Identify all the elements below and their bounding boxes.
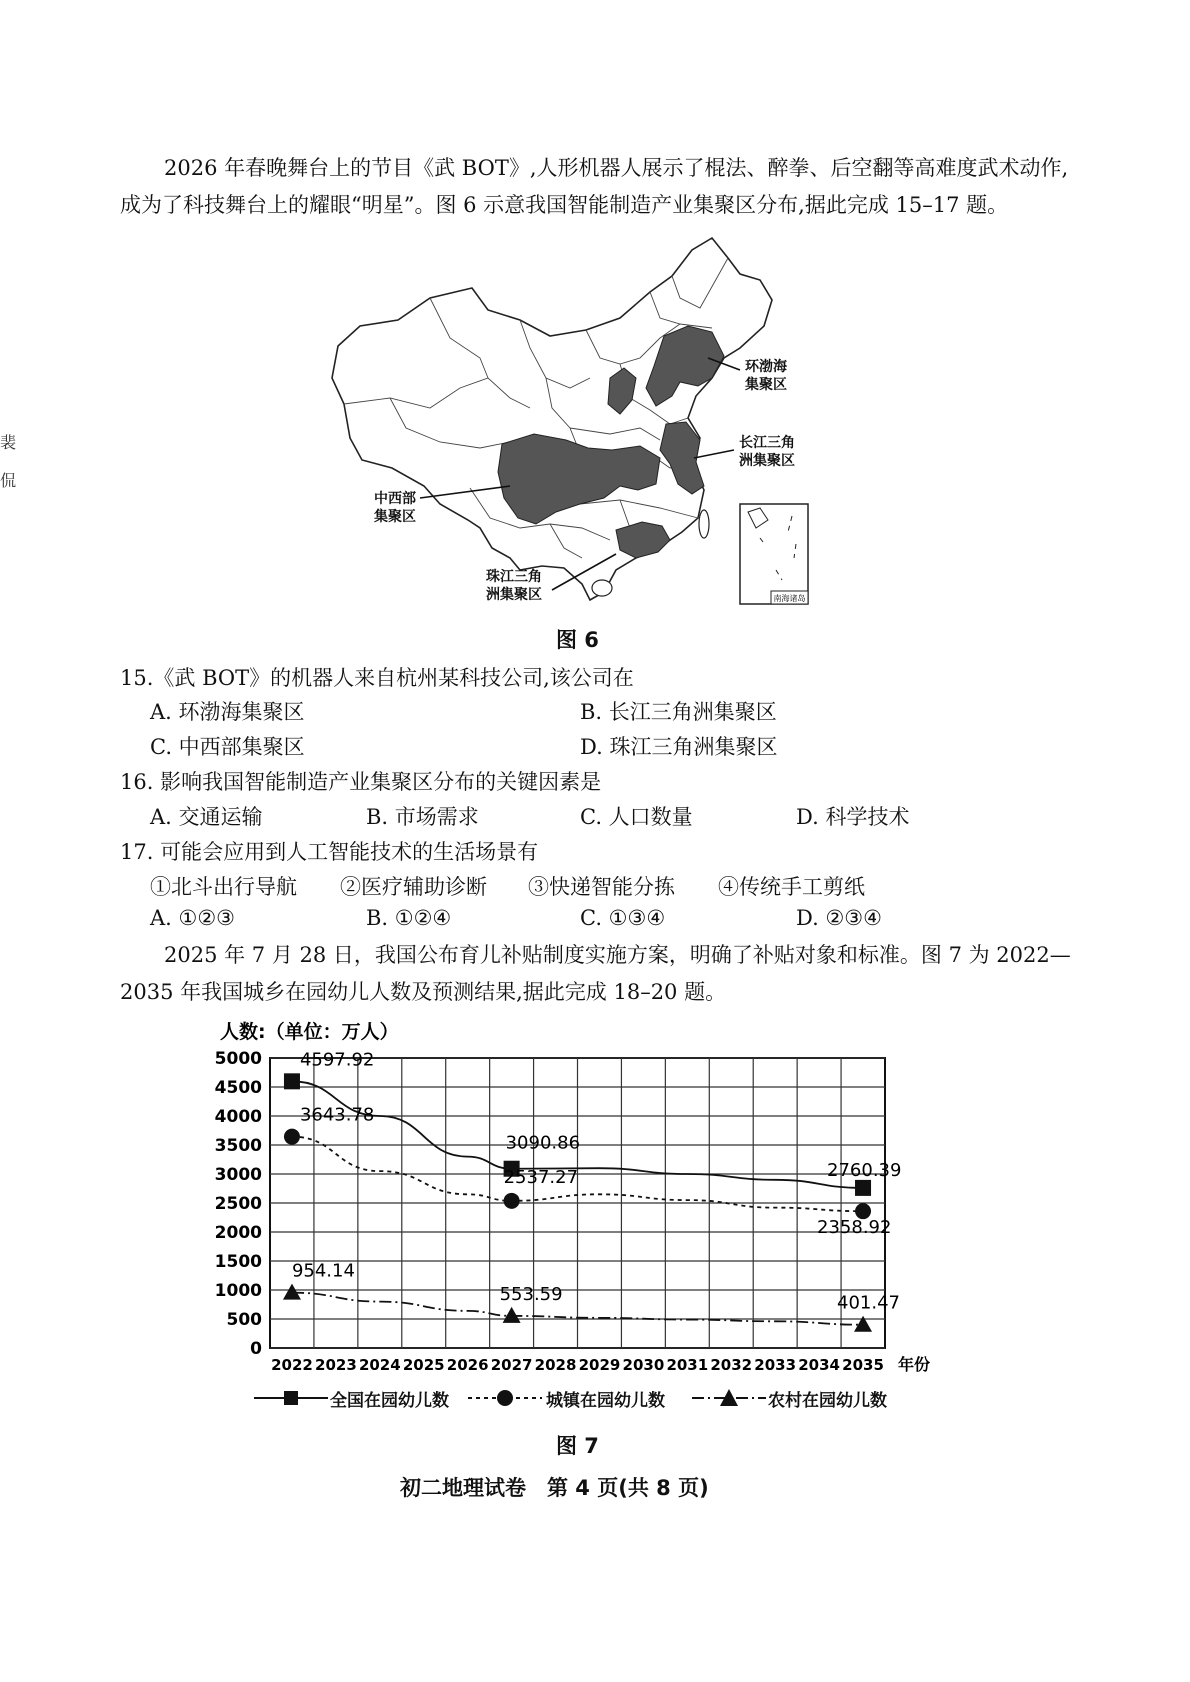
triangle-marker [854,1316,872,1332]
q15-option-b[interactable]: B. 长江三角洲集聚区 [580,700,777,724]
q17-option-c[interactable]: C. ①③④ [580,906,666,930]
x-tick-label: 2035 [842,1356,884,1374]
triangle-marker [283,1284,301,1300]
chart-ylabel: 人数:（单位：万人） [220,1021,399,1043]
china-cluster-map [320,228,840,618]
legend-rural: 农村在园幼儿数 [768,1391,887,1411]
y-tick-label: 4500 [214,1078,262,1098]
y-tick-label: 2000 [214,1223,262,1243]
circle-marker [284,1129,300,1145]
q16-option-d[interactable]: D. 科学技术 [796,805,910,829]
intro-paragraph-2 [120,937,1100,1011]
intro2-line1: 2025 年 7 月 28 日，我国公布育儿补贴制度实施方案，明确了补贴对象和标准。图 7 为 2022— [164,943,1071,967]
pearl-label-line2: 洲集聚区 [486,587,542,603]
map-label-yangtze [739,434,795,470]
intro-paragraph-1 [120,150,1100,224]
edge-mark-1: 裴 [0,433,17,452]
x-tick-label: 2028 [534,1356,577,1374]
y-tick-label: 5000 [214,1049,262,1069]
intro1-line2: 成为了科技舞台上的耀眼“明星”。图 6 示意我国智能制造产业集聚区分布,据此完成 15–17 题。 [120,193,1009,217]
data-label: 3643.78 [299,1104,375,1126]
edge-mark-2: 侃 [0,471,17,490]
map-label-central-west [374,490,416,526]
data-label: 3090.86 [505,1132,581,1154]
q16-option-a[interactable]: A. 交通运输 [150,805,263,829]
kindergarten-enrollment-chart [200,1012,960,1382]
central-west-label-line2: 集聚区 [374,509,416,525]
south-china-sea-inset [740,504,808,604]
question-15-stem: 15.《武 BOT》的机器人来自杭州某科技公司,该公司在 [120,666,634,690]
q16-option-c[interactable]: C. 人口数量 [580,805,693,829]
pearl-label-line1: 珠江三角 [486,569,542,585]
q17-item-1: ①北斗出行导航 [150,875,297,899]
question-17-stem: 17. 可能会应用到人工智能技术的生活场景有 [120,840,539,864]
hainan-island [592,580,612,596]
x-tick-label: 2022 [271,1356,313,1374]
yangtze-label-line1: 长江三角 [739,435,795,451]
x-tick-label: 2023 [315,1356,357,1374]
china-outline [332,238,772,600]
x-tick-label: 2027 [490,1356,533,1374]
chart-xlabel: 年份 [898,1355,931,1374]
square-marker [284,1073,300,1089]
legend-national: 全国在园幼儿数 [330,1391,449,1411]
chart-grid [270,1058,885,1348]
bohai-label-line2: 集聚区 [745,377,787,393]
q17-item-2: ②医疗辅助诊断 [340,875,487,899]
q15-option-a[interactable]: A. 环渤海集聚区 [150,700,305,724]
legend-swatch-national [252,1386,332,1410]
x-tick-label: 2026 [446,1356,489,1374]
chart-yticks [215,1049,262,1359]
bohai-label-line1: 环渤海 [745,359,787,375]
square-marker [855,1180,871,1196]
data-label: 2358.92 [817,1217,892,1239]
q17-item-3: ③快递智能分拣 [528,875,675,899]
x-tick-label: 2034 [798,1356,840,1374]
x-tick-label: 2025 [402,1356,445,1374]
figure-7-caption: 图 7 [556,1434,599,1458]
y-tick-label: 1500 [214,1252,262,1272]
chart-xticks [271,1356,884,1374]
data-label: 954.14 [291,1260,355,1282]
intro2-line2: 2035 年我国城乡在园幼儿人数及预测结果,据此完成 18–20 题。 [120,980,727,1004]
x-tick-label: 2024 [358,1356,401,1374]
q17-item-4: ④传统手工剪纸 [718,875,865,899]
data-label: 2537.27 [503,1166,579,1188]
data-label: 4597.92 [299,1049,375,1071]
question-16-stem: 16. 影响我国智能制造产业集聚区分布的关键因素是 [120,770,602,794]
legend-urban: 城镇在园幼儿数 [546,1391,665,1411]
pearl-cluster [616,522,670,558]
y-tick-label: 1000 [214,1281,262,1301]
taiwan-island [699,510,709,538]
inset-label: 南海诸岛 [773,594,806,603]
data-label: 401.47 [837,1292,901,1314]
x-tick-label: 2030 [622,1356,665,1374]
data-label: 2760.39 [827,1159,902,1181]
legend-swatch-rural [690,1386,770,1410]
central-west-label-line1: 中西部 [374,491,416,507]
x-tick-label: 2031 [666,1356,709,1374]
circle-marker [504,1193,520,1209]
y-tick-label: 3500 [214,1136,262,1156]
legend-swatch-urban [466,1386,546,1410]
page-footer: 初二地理试卷 第 4 页(共 8 页) [400,1476,709,1500]
y-tick-label: 0 [250,1339,262,1359]
yangtze-label-line2: 洲集聚区 [739,453,795,469]
q15-option-d[interactable]: D. 珠江三角洲集聚区 [580,735,778,759]
map-label-bohai [745,358,787,394]
figure-6-caption: 图 6 [556,628,599,652]
map-label-pearl [486,568,542,604]
q17-option-b[interactable]: B. ①②④ [366,906,452,930]
y-tick-label: 500 [226,1310,262,1330]
x-tick-label: 2032 [710,1356,753,1374]
q16-option-b[interactable]: B. 市场需求 [366,805,479,829]
data-label: 553.59 [499,1283,563,1305]
y-tick-label: 2500 [214,1194,262,1214]
y-tick-label: 4000 [214,1107,262,1127]
x-tick-label: 2029 [578,1356,621,1374]
x-tick-label: 2033 [754,1356,797,1374]
q15-option-c[interactable]: C. 中西部集聚区 [150,735,305,759]
q17-option-d[interactable]: D. ②③④ [796,906,882,930]
q17-option-a[interactable]: A. ①②③ [150,906,235,930]
intro1-line1: 2026 年春晚舞台上的节目《武 BOT》,人形机器人展示了棍法、醉拳、后空翻等高难度武术动作, [164,156,1069,180]
y-tick-label: 3000 [214,1165,262,1185]
